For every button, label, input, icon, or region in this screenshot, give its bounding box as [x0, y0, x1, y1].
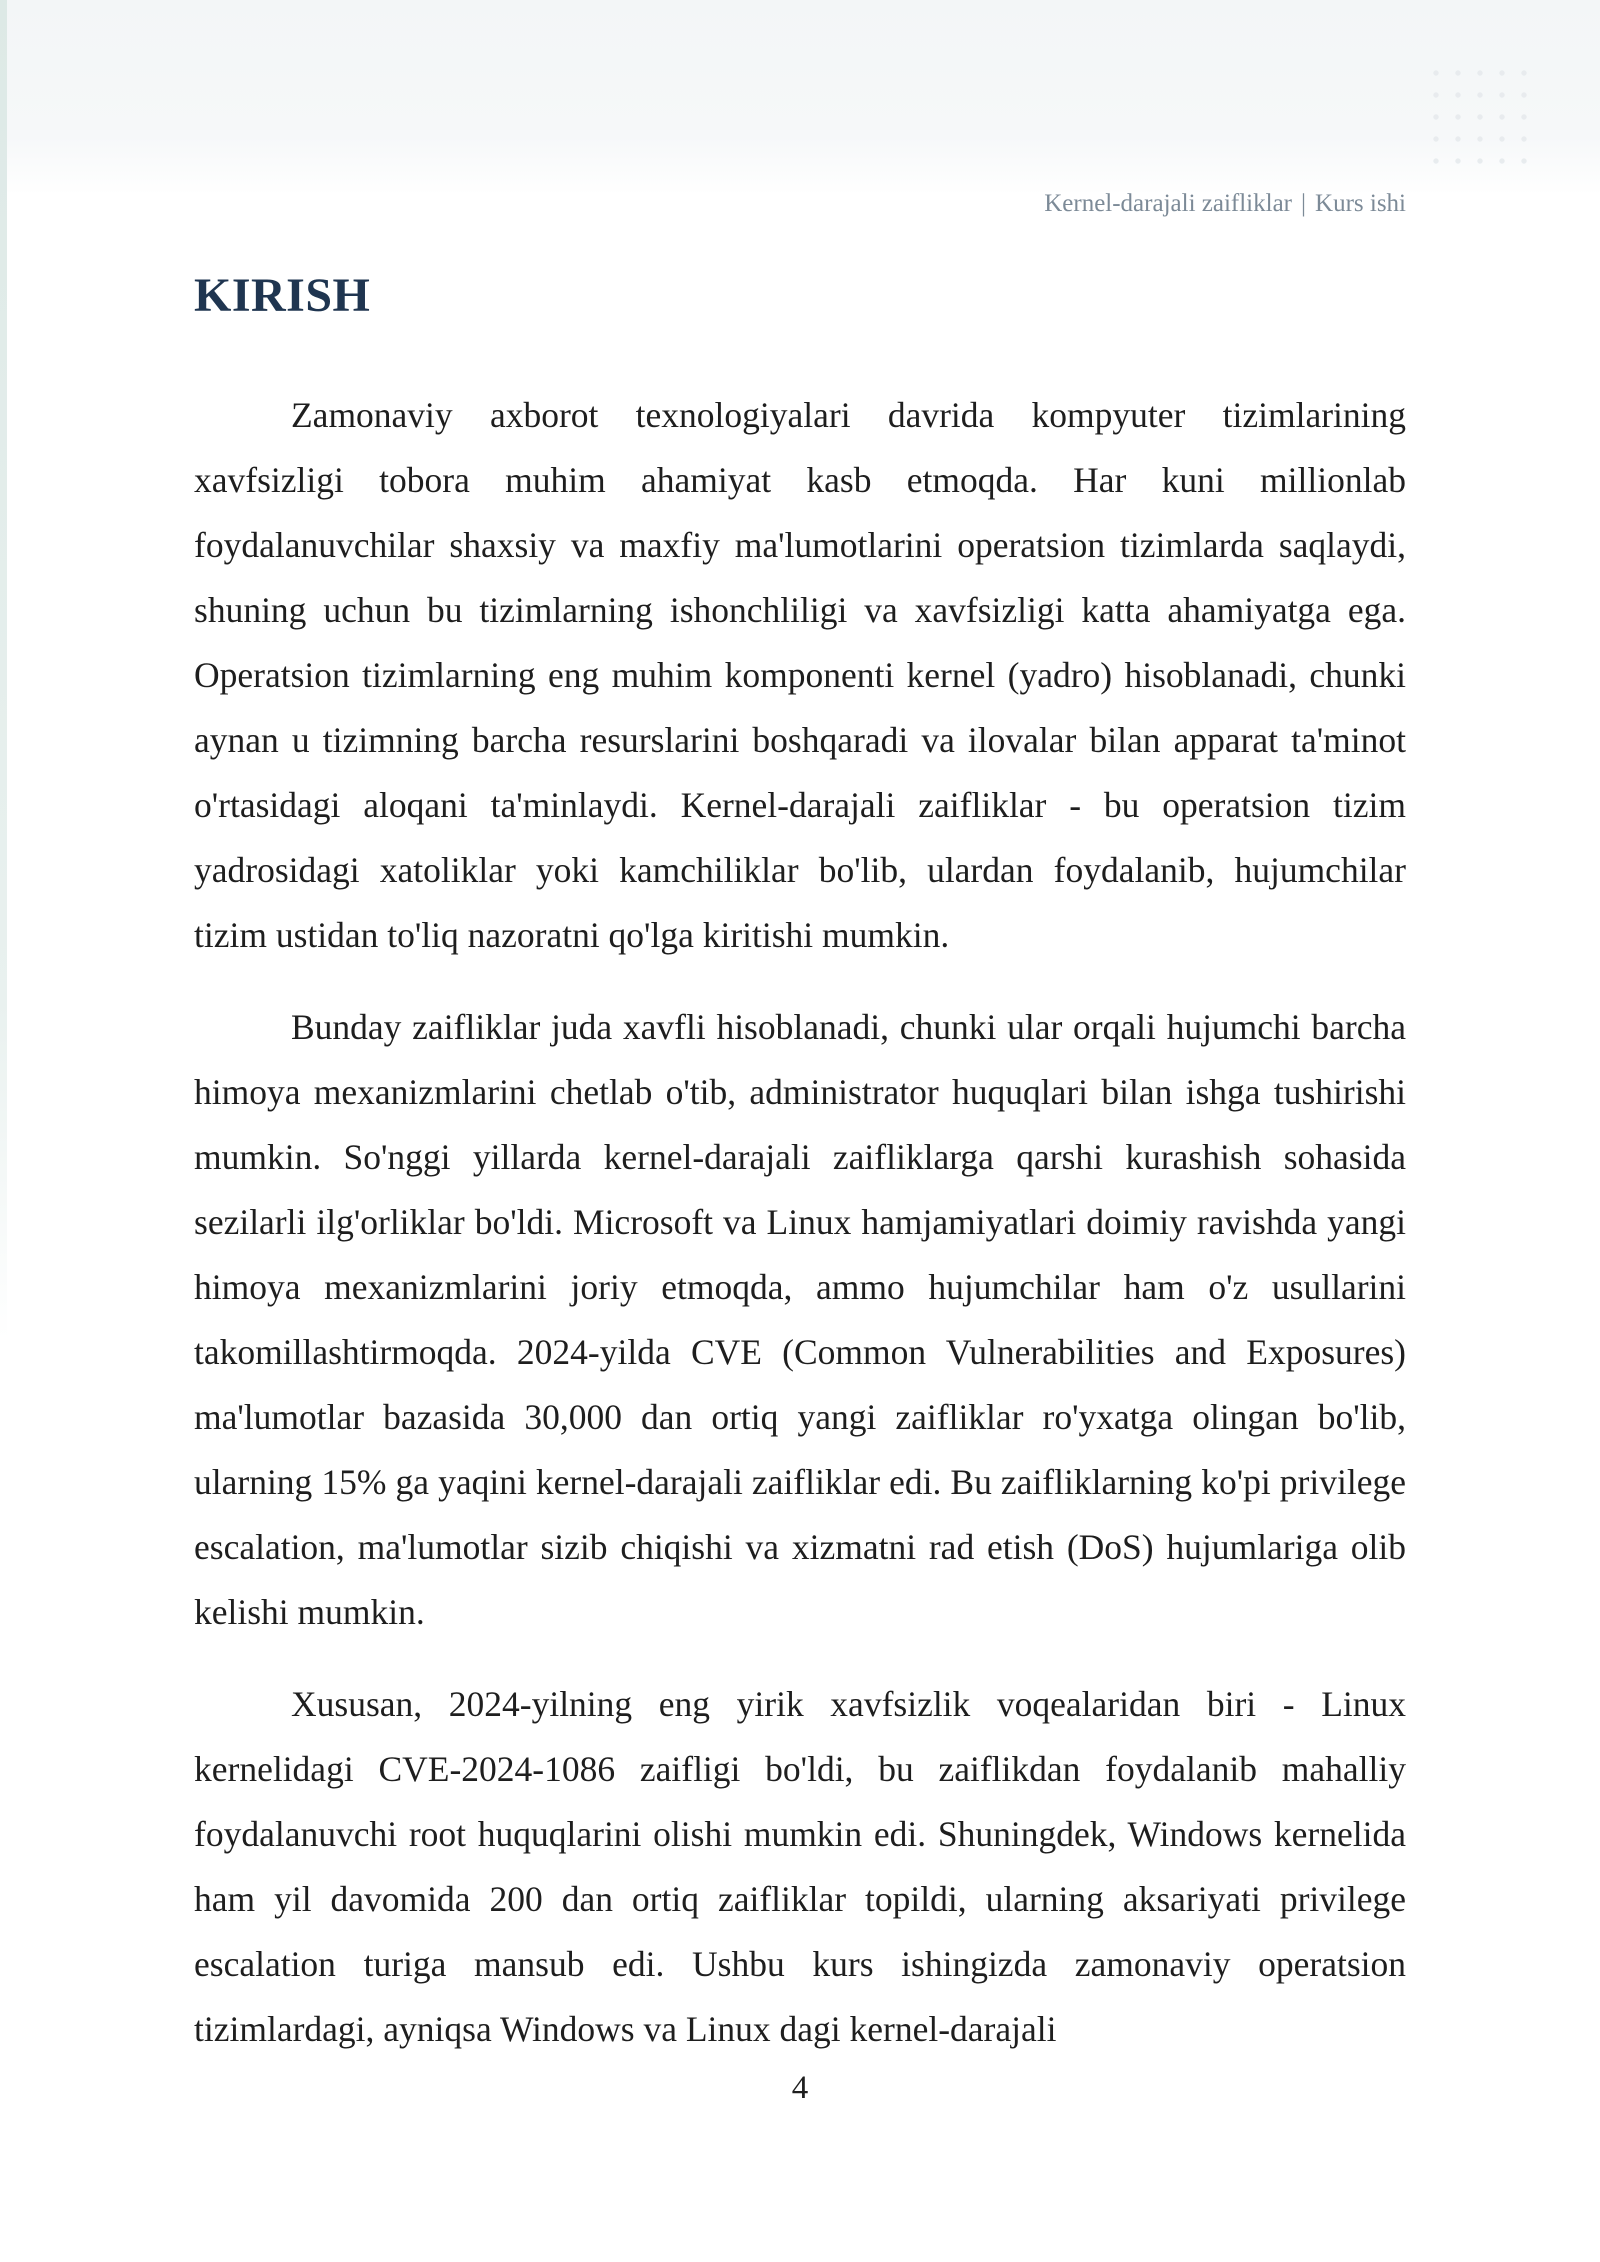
left-accent-bar [0, 0, 7, 1340]
running-header-title: Kernel-darajali zaifliklar [1044, 190, 1292, 217]
paragraph-3: Xususan, 2024-yilning eng yirik xavfsizlik voqealaridan biri - Linux kernelidagi CVE-2024-1086 zaifligi bo'ldi, bu zaiflikdan foydalanib mahalliy foydalanuvchi root huquqlarini olishi mumkin edi. Shuningdek, Windows kernelida ham yil davomida 200 dan ortiq zaifliklar topildi, ularning aksariyati privilege escalation turiga mansub edi. Ushbu kurs ishingizda zamonaviy operatsion tizimlardagi, ayniqsa Windows va Linux dagi kernel-darajali [194, 1684, 1406, 2049]
section-title: KIRISH [194, 269, 371, 322]
header-band [0, 0, 1600, 195]
running-header-separator: | [1301, 190, 1307, 217]
body-text [194, 383, 1406, 2089]
page-number: 4 [791, 2070, 809, 2106]
decorative-dot-pattern [1425, 62, 1535, 174]
paragraph-1: Zamonaviy axborot texnologiyalari davrida kompyuter tizimlarining xavfsizligi tobora muhim ahamiyat kasb etmoqda. Har kuni millionlab foydalanuvchilar shaxsiy va maxfiy ma'lumotlarini operatsion tizimlarda saqlaydi, shuning uchun bu tizimlarning ishonchliligi va xavfsizligi katta ahamiyatga ega. Operatsion tizimlarning eng muhim komponenti kernel (yadro) hisoblanadi, chunki aynan u tizimning barcha resurslarini boshqaradi va ilovalar bilan apparat ta'minot o'rtasidagi aloqani ta'minlaydi. Kernel-darajali zaifliklar - bu operatsion tizim yadrosidagi xatoliklar yoki kamchiliklar bo'lib, ulardan foydalanib, hujumchilar tizim ustidan to'liq nazoratni qo'lga kiritishi mumkin. [194, 395, 1406, 955]
running-header-type: Kurs ishi [1315, 190, 1406, 217]
paragraph-2: Bunday zaifliklar juda xavfli hisoblanadi, chunki ular orqali hujumchi barcha himoya mexanizmlarini chetlab o'tib, administrator huquqlari bilan ishga tushirishi mumkin. So'nggi yillarda kernel-darajali zaifliklarga qarshi kurashish sohasida sezilarli ilg'orliklar bo'ldi. Microsoft va Linux hamjamiyatlari doimiy ravishda yangi himoya mexanizmlarini joriy etmoqda, ammo hujumchilar ham o'z usullarini takomillashtirmoqda. 2024-yilda CVE (Common Vulnerabilities and Exposures) ma'lumotlar bazasida 30,000 dan ortiq yangi zaifliklar ro'yxatga olingan bo'lib, ularning 15% ga yaqini kernel-darajali zaifliklar edi. Bu zaifliklarning ko'pi privilege escalation, ma'lumotlar sizib chiqishi va xizmatni rad etish (DoS) hujumlariga olib kelishi mumkin. [194, 1007, 1406, 1632]
running-header [1044, 190, 1406, 218]
